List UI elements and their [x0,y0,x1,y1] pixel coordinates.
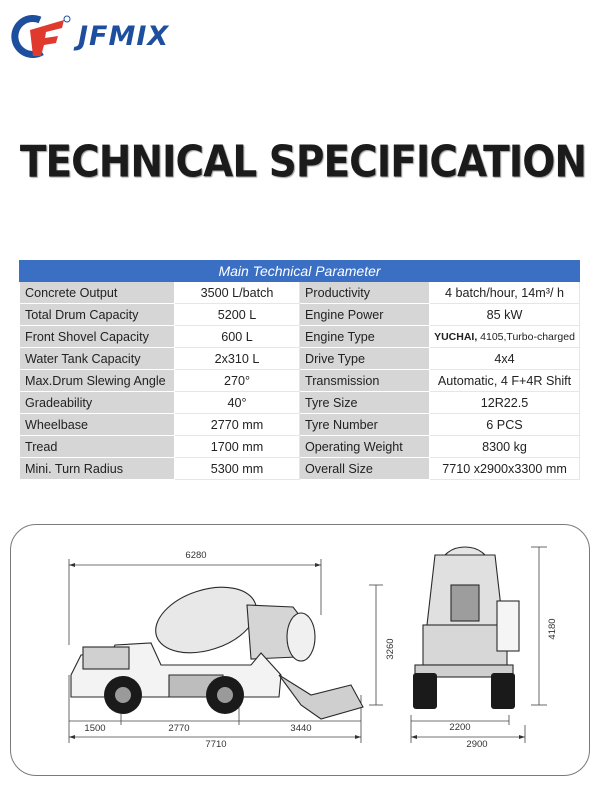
param-value: 270° [175,370,300,392]
dim-total-length: 7710 [205,739,227,750]
table-row [20,348,580,370]
spec-table [19,260,580,480]
dim-front-overhang: 1500 [84,723,106,734]
table-row [20,414,580,436]
table-row [20,436,580,458]
front-wheels [413,673,515,709]
jf-logo-icon [10,14,72,58]
param-label: Wheelbase [20,414,175,436]
mixer-drawing [11,525,589,775]
param-label: Tyre Size [300,392,430,414]
param-value: 85 kW [430,304,580,326]
dimension-drawing [10,524,590,776]
param-label: Operating Weight [300,436,430,458]
dim-overall-width: 2900 [466,739,488,750]
dim-side-height: 3260 [385,638,396,660]
param-value: 6 PCS [430,414,580,436]
page-title: TECHNICAL SPECIFICATION [19,137,587,188]
param-value: 40° [175,392,300,414]
param-value: Automatic, 4 F+4R Shift [430,370,580,392]
param-label: Total Drum Capacity [20,304,175,326]
param-label: Engine Power [300,304,430,326]
param-label: Concrete Output [20,282,175,304]
dim-top-length: 6280 [185,550,207,561]
param-label: Max.Drum Slewing Angle [20,370,175,392]
param-value: 7710 x2900x3300 mm [430,458,580,480]
param-value: 4x4 [430,348,580,370]
table-row [20,458,580,480]
param-value: 1700 mm [175,436,300,458]
table-header-row [20,261,580,282]
param-value: 12R22.5 [430,392,580,414]
dim-overall-height: 4180 [547,618,558,640]
table-row [20,304,580,326]
param-value: 3500 L/batch [175,282,300,304]
param-value: 600 L [175,326,300,348]
param-label: Engine Type [300,326,430,348]
param-label: Drive Type [300,348,430,370]
param-label: Mini. Turn Radius [20,458,175,480]
param-label: Transmission [300,370,430,392]
param-value [430,326,580,348]
table-row [20,326,580,348]
param-label: Overall Size [300,458,430,480]
front-view [415,547,519,677]
brand-logo [10,14,169,58]
param-value: 8300 kg [430,436,580,458]
table-row [20,282,580,304]
param-value: 2770 mm [175,414,300,436]
engine-model: 4105,Turbo-charged [477,330,575,343]
param-label: Tread [20,436,175,458]
param-value: 5200 L [175,304,300,326]
brand-name: JFMIX [78,20,170,52]
dim-wheelbase: 2770 [168,723,190,734]
dim-rear-length: 3440 [290,723,312,734]
param-value: 4 batch/hour, 14m³/ h [430,282,580,304]
param-label: Productivity [300,282,430,304]
table-row [20,392,580,414]
table-row [20,370,580,392]
param-label: Tyre Number [300,414,430,436]
param-value: 5300 mm [175,458,300,480]
param-label: Gradeability [20,392,175,414]
table-header: Main Technical Parameter [20,261,580,282]
param-value: 2x310 L [175,348,300,370]
param-label: Front Shovel Capacity [20,326,175,348]
dim-track-width: 2200 [449,722,471,733]
param-label: Water Tank Capacity [20,348,175,370]
engine-brand: YUCHAI, [434,330,478,343]
